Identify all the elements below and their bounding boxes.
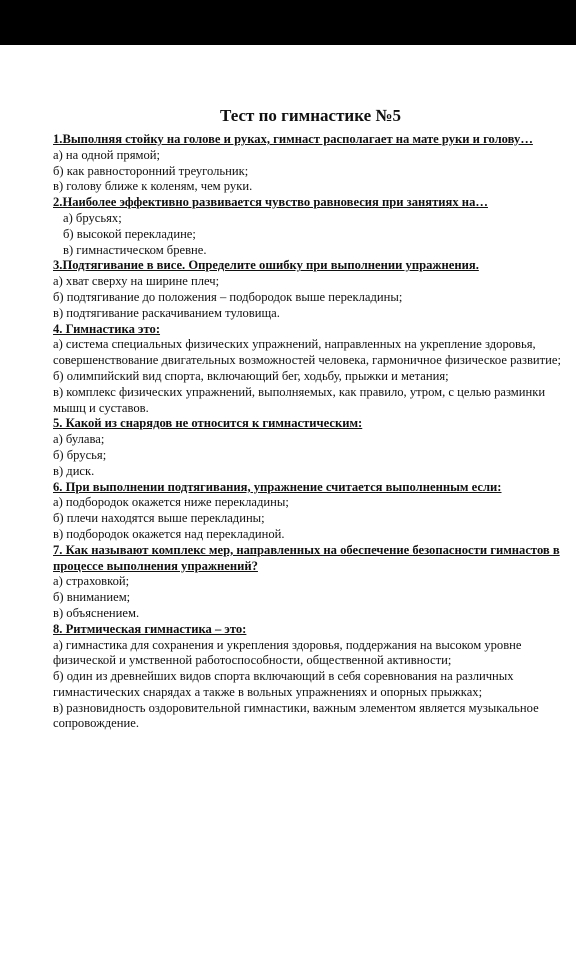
answer-3c: в) подтягивание раскачиванием туловища. (53, 305, 280, 320)
answer-7a: а) страховкой; (53, 574, 130, 589)
top-black-bar (0, 0, 576, 45)
question-block-8 (53, 622, 568, 733)
answer-6b: б) плечи находятся выше перекладины; (53, 511, 265, 526)
question-8: 8. Ритмическая гимнастика – это: (53, 621, 247, 636)
answer-4c: в) комплекс физических упражнений, выполняемых, как правило, утром, с целью разминки мышц и суставов. (53, 384, 546, 415)
question-block-3 (53, 258, 568, 321)
answer-2a: а) брусьях; (63, 210, 122, 225)
question-3: 3.Подтягивание в висе. Определите ошибку при выполнении упражнения. (53, 258, 479, 273)
answer-8b: б) один из древнейших видов спорта включающий в себя соревнования на различных гимнастических снарядах а также в вольных упражнениях и опорных прыжках; (53, 669, 514, 699)
question-2: 2.Наиболее эффективно развивается чувство равновесия при занятиях на… (53, 195, 488, 210)
question-block-1 (53, 132, 568, 195)
answer-4a: а) система специальных физических упражнений, направленных на укрепление здоровья, совершенствование двигательных возможностей человека, гармоничное физическое развитие; (53, 337, 561, 368)
answer-8c: в) разновидность оздоровительной гимнастики, важным элементом является музыкальное сопровождение. (53, 700, 539, 731)
question-1: 1.Выполняя стойку на голове и руках, гимнаст располагает на мате руки и голову… (53, 132, 533, 146)
answer-5c: в) диск. (53, 463, 95, 478)
question-4: 4. Гимнастика это: (53, 321, 161, 336)
answer-7c: в) объяснением. (53, 605, 140, 620)
answer-3a: а) хват сверху на ширине плеч; (53, 274, 220, 289)
question-7: 7. Как называют комплекс мер, направленных на обеспечение безопасности гимнастов в процессе выполнения упражнений? (53, 542, 560, 573)
answer-2b: б) высокой перекладине; (63, 226, 196, 241)
answer-1a: а) на одной прямой; (53, 147, 161, 162)
question-block-4 (53, 322, 568, 417)
question-5: 5. Какой из снарядов не относится к гимнастическим: (53, 416, 363, 431)
answer-2c: в) гимнастическом бревне. (63, 242, 207, 257)
answer-5b: б) брусья; (53, 447, 107, 462)
answer-8a: а) гимнастика для сохранения и укрепления здоровья, поддержания на высоком уровне физической и умственной работоспособности, общественной активности; (53, 637, 522, 668)
answer-5a: а) булава; (53, 432, 105, 447)
question-block-2 (53, 195, 568, 258)
question-block-6 (53, 480, 568, 543)
answer-6a: а) подбородок окажется ниже перекладины; (53, 495, 289, 510)
answer-1c: в) голову ближе к коленям, чем руки. (53, 179, 253, 194)
question-block-5 (53, 416, 568, 479)
question-6: 6. При выполнении подтягивания, упражнение считается выполненным если: (53, 479, 502, 494)
answer-4b: б) олимпийский вид спорта, включающий бег, ходьбу, прыжки и метания; (53, 368, 449, 383)
answer-6c: в) подбородок окажется над перекладиной. (53, 526, 285, 541)
test-sheet (53, 104, 568, 732)
answer-7b: б) вниманием; (53, 590, 131, 605)
page-title: Тест по гимнастике №5 (220, 106, 401, 125)
question-block-7 (53, 543, 568, 622)
answer-3b: б) подтягивание до положения – подбородок выше перекладины; (53, 289, 403, 304)
answer-1b: б) как равносторонний треугольник; (53, 163, 249, 178)
